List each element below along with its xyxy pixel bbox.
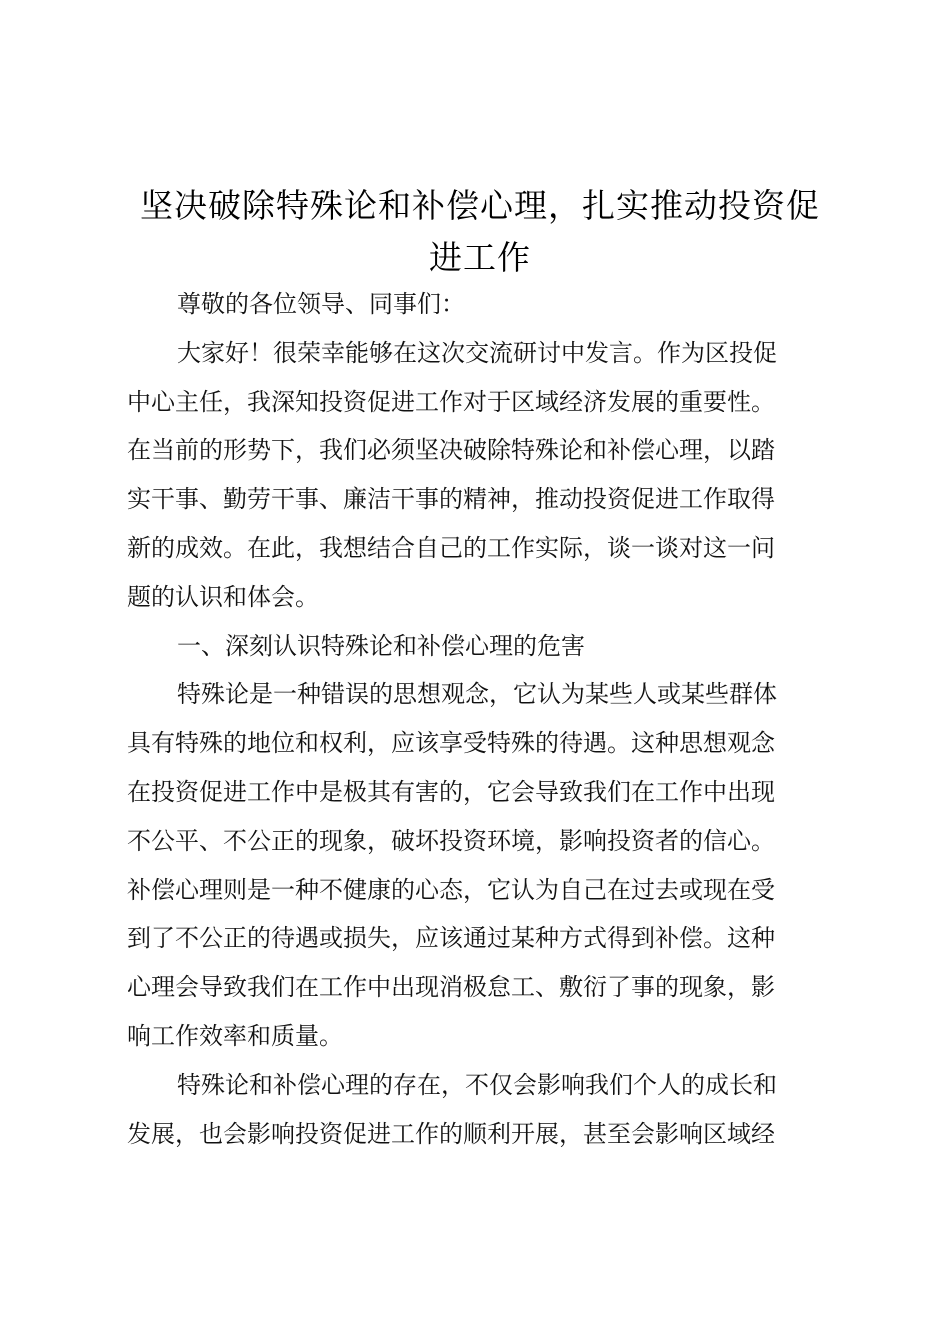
paragraph-2-line-5: 补偿心理则是一种不健康的心态，它认为自己在过去或现在受 (127, 875, 775, 904)
section-heading-1: 一、深刻认识特殊论和补偿心理的危害 (177, 631, 585, 660)
salutation: 尊敬的各位领导、同事们： (177, 290, 465, 318)
paragraph-1-line-2: 中心主任，我深知投资促进工作对于区域经济发展的重要性。 (127, 387, 775, 416)
paragraph-1-line-3: 在当前的形势下，我们必须坚决破除特殊论和补偿心理，以踏 (127, 436, 775, 465)
paragraph-2-line-1: 特殊论是一种错误的思想观念，它认为某些人或某些群体 (177, 680, 777, 709)
paragraph-2-line-2: 具有特殊的地位和权利，应该享受特殊的待遇。这种思想观念 (127, 729, 775, 758)
paragraph-2-line-4: 不公平、不公正的现象，破坏投资环境，影响投资者的信心。 (127, 826, 775, 855)
paragraph-2-line-8: 响工作效率和质量。 (127, 1021, 343, 1050)
paragraph-1-line-6: 题的认识和体会。 (127, 582, 319, 611)
paragraph-1-line-5: 新的成效。在此，我想结合自己的工作实际，谈一谈对这一问 (127, 533, 775, 562)
paragraph-1-line-1: 大家好！很荣幸能够在这次交流研讨中发言。作为区投促 (177, 338, 777, 367)
title-line-2: 进工作 (429, 238, 531, 277)
paragraph-3-line-2: 发展，也会影响投资促进工作的顺利开展，甚至会影响区域经 (127, 1119, 775, 1148)
document-body (127, 280, 839, 1158)
paragraph-3-line-1: 特殊论和补偿心理的存在，不仅会影响我们个人的成长和 (177, 1070, 777, 1099)
paragraph-2-line-7: 心理会导致我们在工作中出现消极怠工、敷衍了事的现象，影 (127, 973, 775, 1002)
document-title (120, 180, 840, 284)
paragraph-2-line-6: 到了不公正的待遇或损失，应该通过某种方式得到补偿。这种 (127, 924, 775, 953)
title-line-1: 坚决破除特殊论和补偿心理，扎实推动投资促 (140, 186, 820, 225)
paragraph-2-line-3: 在投资促进工作中是极其有害的，它会导致我们在工作中出现 (127, 777, 775, 806)
paragraph-1-line-4: 实干事、勤劳干事、廉洁干事的精神，推动投资促进工作取得 (127, 485, 775, 514)
